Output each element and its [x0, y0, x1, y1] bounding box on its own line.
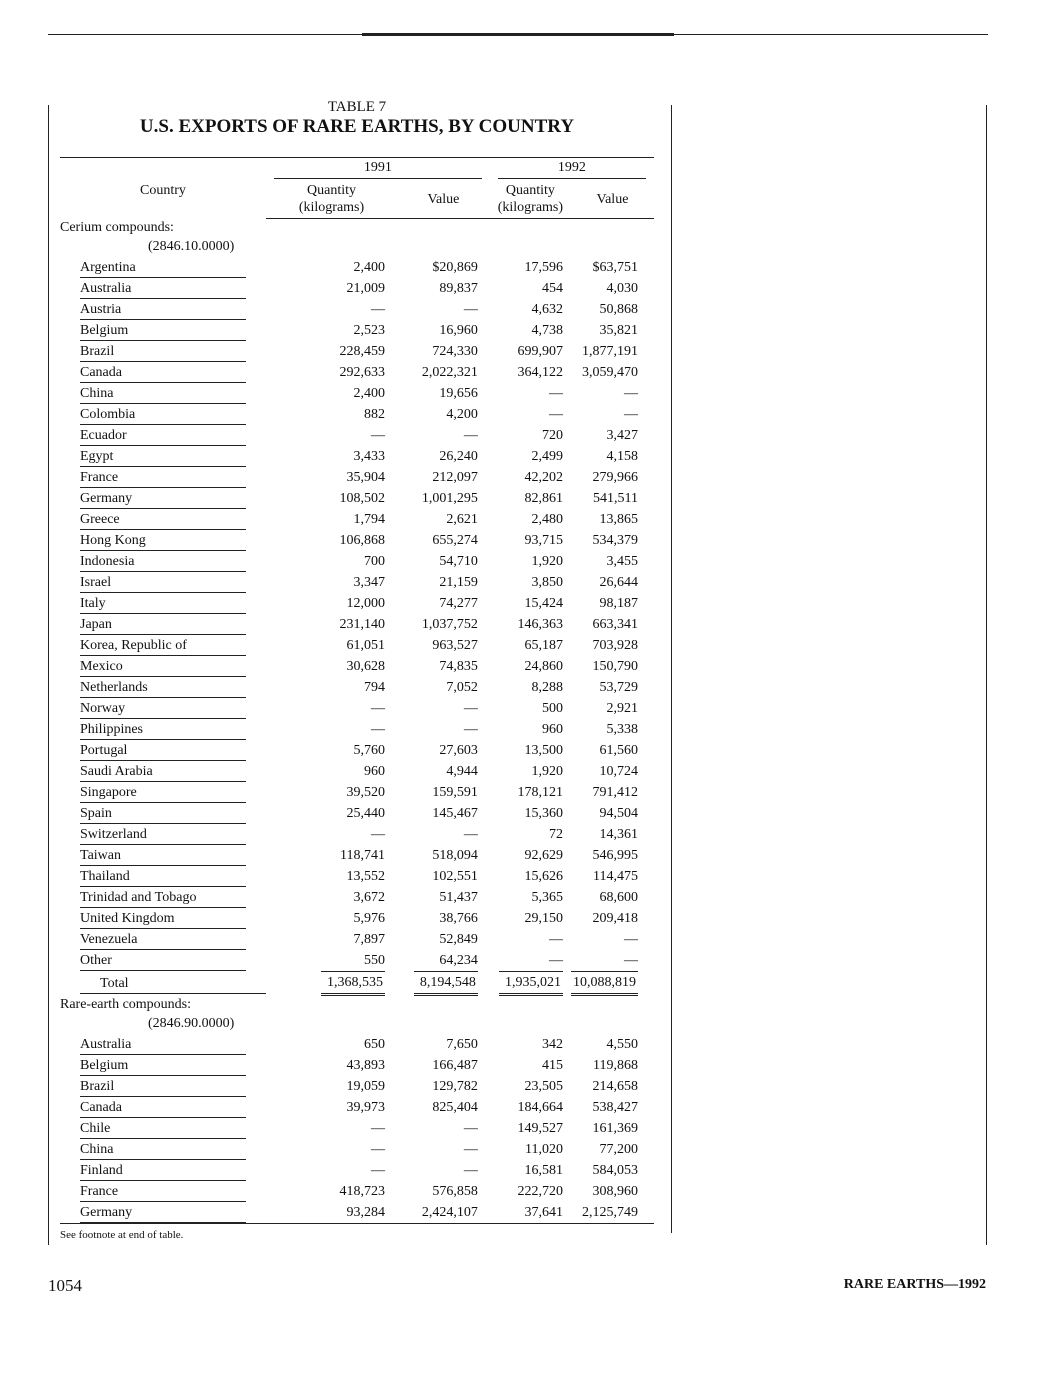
cerium-section: [60, 219, 654, 972]
quantity-1991-cell: —: [371, 1142, 386, 1157]
value-1991-cell: 963,527: [432, 638, 478, 653]
value-1991-cell: 159,591: [432, 785, 478, 800]
country-cell: Hong Kong: [60, 530, 266, 551]
value-1991-cell: 2,621: [446, 512, 478, 527]
quantity-1991-cell: 2,400: [353, 386, 386, 401]
quantity-1991-cell: 2,400: [353, 260, 386, 275]
quantity-1991-cell: 418,723: [339, 1184, 386, 1199]
value-1992-cell: 14,361: [599, 827, 638, 842]
total-quantity-1992: 1,935,021: [490, 971, 571, 996]
table-row: [60, 761, 654, 782]
table-row: [60, 1034, 654, 1055]
section-code-cerium: (2846.10.0000): [148, 239, 235, 254]
table-row: [60, 299, 654, 320]
quantity-1991-cell: —: [371, 827, 386, 842]
country-cell: Egypt: [60, 446, 266, 467]
value-1991-cell: 64,234: [439, 953, 478, 968]
value-1992-cell: 4,030: [606, 281, 638, 296]
table-row: [60, 1118, 654, 1139]
cerium-total: [60, 971, 654, 996]
quantity-1992-cell: 15,424: [524, 596, 563, 611]
value-1992-cell: 161,369: [592, 1121, 638, 1136]
table-row: [60, 824, 654, 845]
table-row: [60, 950, 654, 971]
quantity-1991-cell: 700: [364, 554, 386, 569]
value-1992-cell: —: [624, 386, 638, 401]
country-cell: Spain: [60, 803, 266, 824]
quantity-1991-cell: 3,433: [353, 449, 386, 464]
table-row: [60, 1202, 654, 1224]
table-row: [60, 572, 654, 593]
country-cell: Germany: [60, 488, 266, 509]
quantity-1991-cell: 7,897: [353, 932, 386, 947]
quantity-1991-cell: 13,552: [346, 869, 386, 884]
page-number: 1054: [48, 1276, 82, 1295]
quantity-1992-cell: 42,202: [524, 470, 563, 485]
header-quantity-1992: Quantity (kilograms): [490, 180, 571, 219]
value-1991-cell: 166,487: [432, 1058, 478, 1073]
value-1992-cell: 26,644: [599, 575, 638, 590]
country-cell: Philippines: [60, 719, 266, 740]
country-cell: Indonesia: [60, 551, 266, 572]
running-head: RARE EARTHS—1992: [843, 1277, 986, 1292]
value-1991-cell: 74,277: [439, 596, 478, 611]
value-1991-cell: —: [463, 302, 478, 317]
table-row: [60, 446, 654, 467]
country-cell: Netherlands: [60, 677, 266, 698]
quantity-1992-cell: 699,907: [517, 344, 563, 359]
country-cell: Argentina: [60, 257, 266, 278]
table-row: [60, 719, 654, 740]
quantity-1992-cell: 415: [541, 1058, 563, 1073]
table-number: TABLE 7: [327, 99, 387, 115]
country-cell: Switzerland: [60, 824, 266, 845]
value-1991-cell: 4,944: [446, 764, 478, 779]
country-cell: Chile: [60, 1118, 266, 1139]
quantity-1991-cell: 93,284: [266, 1202, 397, 1224]
table-row: [60, 635, 654, 656]
value-1991-cell: —: [463, 701, 478, 716]
value-1992-cell: 3,455: [606, 554, 638, 569]
value-1991-cell: 1,037,752: [421, 617, 478, 632]
country-cell: Japan: [60, 614, 266, 635]
country-cell: Greece: [60, 509, 266, 530]
value-1991-cell: 576,858: [432, 1184, 478, 1199]
quantity-1992-cell: 8,288: [531, 680, 563, 695]
quantity-1991-cell: 106,868: [339, 533, 386, 548]
value-1991-cell: 518,094: [432, 848, 478, 863]
total-row: [60, 971, 654, 996]
quantity-1991-cell: 292,633: [339, 365, 386, 380]
country-cell: Belgium: [60, 1055, 266, 1076]
footnote: See footnote at end of table.: [60, 1229, 184, 1241]
country-cell: Singapore: [60, 782, 266, 803]
country-cell: Brazil: [60, 341, 266, 362]
value-1992-cell: 77,200: [599, 1142, 638, 1157]
country-cell: Colombia: [60, 404, 266, 425]
quantity-1992-cell: 1,920: [531, 554, 563, 569]
table-row: [60, 1181, 654, 1202]
header-value-1992: Value: [571, 180, 654, 219]
table-row: [60, 1055, 654, 1076]
value-1992-cell: 35,821: [599, 323, 638, 338]
value-1991-cell: 129,782: [432, 1079, 478, 1094]
value-1991-cell: 38,766: [439, 911, 478, 926]
value-1992-cell: 4,158: [606, 449, 638, 464]
value-1992-cell: 98,187: [599, 596, 638, 611]
quantity-1991-cell: —: [371, 428, 386, 443]
exports-table: [60, 157, 654, 1224]
quantity-1992-cell: 2,480: [531, 512, 563, 527]
table-row: [60, 509, 654, 530]
value-1992-cell: 5,338: [606, 722, 638, 737]
quantity-1992-cell: —: [548, 386, 563, 401]
table-row: [60, 362, 654, 383]
quantity-1992-cell: 720: [541, 428, 563, 443]
country-cell: France: [60, 467, 266, 488]
value-1992-cell: 2,125,749: [571, 1202, 654, 1224]
table-row: [60, 425, 654, 446]
value-1992-cell: 538,427: [592, 1100, 638, 1115]
value-1992-cell: 214,658: [592, 1079, 638, 1094]
quantity-1991-cell: 35,904: [346, 470, 386, 485]
value-1992-cell: 791,412: [592, 785, 638, 800]
country-cell: Venezuela: [60, 929, 266, 950]
quantity-1992-cell: 342: [541, 1037, 563, 1052]
value-1992-cell: 3,059,470: [582, 365, 638, 380]
value-1992-cell: 150,790: [592, 659, 638, 674]
value-1991-cell: —: [463, 1121, 478, 1136]
table-row: [60, 1139, 654, 1160]
value-1992-cell: 114,475: [593, 869, 638, 884]
value-1992-cell: 541,511: [593, 491, 638, 506]
value-1992-cell: —: [624, 953, 638, 968]
quantity-1991-cell: 43,893: [346, 1058, 386, 1073]
value-1991-cell: 16,960: [439, 323, 478, 338]
quantity-1992-cell: 222,720: [517, 1184, 563, 1199]
table-row: [60, 803, 654, 824]
quantity-1991-cell: 794: [364, 680, 386, 695]
table-row: [60, 614, 654, 635]
left-margin-line: [48, 105, 49, 1245]
country-cell: Italy: [60, 593, 266, 614]
quantity-1992-cell: 2,499: [531, 449, 563, 464]
quantity-1991-cell: 19,059: [346, 1079, 386, 1094]
quantity-1992-cell: 184,664: [517, 1100, 563, 1115]
table-row: [60, 929, 654, 950]
value-1992-cell: 209,418: [592, 911, 638, 926]
header-year-1992: 1992: [490, 158, 654, 181]
header-value-1991: Value: [397, 180, 490, 219]
total-value-1991: 8,194,548: [397, 971, 490, 996]
country-cell: China: [60, 1139, 266, 1160]
quantity-1992-cell: 3,850: [531, 575, 563, 590]
header-quantity-1991: Quantity (kilograms): [266, 180, 397, 219]
quantity-1991-cell: 960: [364, 764, 386, 779]
table-row: [60, 551, 654, 572]
value-1992-cell: 4,550: [606, 1037, 638, 1052]
quantity-1991-cell: 12,000: [346, 596, 386, 611]
value-1992-cell: 94,504: [599, 806, 638, 821]
value-1991-cell: 212,097: [432, 470, 478, 485]
quantity-1991-cell: 39,520: [346, 785, 386, 800]
value-1991-cell: 825,404: [432, 1100, 478, 1115]
country-cell: France: [60, 1181, 266, 1202]
country-cell: Portugal: [60, 740, 266, 761]
value-1992-cell: 13,865: [599, 512, 638, 527]
country-cell: Ecuador: [60, 425, 266, 446]
country-cell: Germany: [60, 1202, 266, 1224]
quantity-1991-cell: 2,523: [353, 323, 386, 338]
table-row: [60, 698, 654, 719]
quantity-1992-cell: 24,860: [524, 659, 563, 674]
value-1991-cell: —: [463, 428, 478, 443]
table-row: [60, 530, 654, 551]
section-code-rare-earth: (2846.90.0000): [148, 1016, 235, 1031]
section-heading-cerium: Cerium compounds:: [60, 220, 174, 235]
quantity-1991-cell: 21,009: [346, 281, 386, 296]
quantity-1992-cell: 82,861: [524, 491, 563, 506]
table-row: [60, 677, 654, 698]
value-1991-cell: 21,159: [439, 575, 478, 590]
header-year-1991: 1991: [266, 158, 490, 181]
country-cell: Canada: [60, 1097, 266, 1118]
column-divider-line: [671, 105, 672, 1233]
table-row: [60, 278, 654, 299]
country-cell: Finland: [60, 1160, 266, 1181]
country-cell: Thailand: [60, 866, 266, 887]
quantity-1992-cell: 23,505: [524, 1079, 563, 1094]
quantity-1992-cell: 15,626: [524, 869, 563, 884]
quantity-1992-cell: 1,920: [531, 764, 563, 779]
table-row: [60, 257, 654, 278]
table-title: U.S. EXPORTS OF RARE EARTHS, BY COUNTRY: [139, 116, 575, 137]
right-margin-line: [986, 105, 987, 1245]
quantity-1991-cell: 1,794: [353, 512, 386, 527]
total-value-1992: 10,088,819: [571, 971, 654, 996]
value-1992-cell: 10,724: [599, 764, 638, 779]
value-1991-cell: 52,849: [439, 932, 478, 947]
rare-earth-section: [60, 996, 654, 1224]
value-1992-cell: 534,379: [592, 533, 638, 548]
quantity-1992-cell: 178,121: [517, 785, 563, 800]
quantity-1992-cell: 15,360: [524, 806, 563, 821]
table-row: [60, 1076, 654, 1097]
country-cell: Other: [60, 950, 266, 971]
value-1991-cell: 4,200: [446, 407, 478, 422]
quantity-1992-cell: 16,581: [524, 1163, 563, 1178]
value-1992-cell: 703,928: [592, 638, 638, 653]
value-1992-cell: —: [624, 932, 638, 947]
table-row: [60, 488, 654, 509]
country-cell: China: [60, 383, 266, 404]
value-1991-cell: 655,274: [432, 533, 478, 548]
value-1991-cell: 54,710: [439, 554, 478, 569]
value-1991-cell: 2,424,107: [397, 1202, 490, 1224]
value-1992-cell: 53,729: [599, 680, 638, 695]
quantity-1991-cell: 5,976: [353, 911, 386, 926]
value-1991-cell: 1,001,295: [421, 491, 478, 506]
country-cell: Australia: [60, 278, 266, 299]
value-1991-cell: —: [463, 722, 478, 737]
quantity-1991-cell: —: [371, 1121, 386, 1136]
quantity-1992-cell: 454: [541, 281, 563, 296]
total-label: Total: [60, 971, 266, 996]
quantity-1992-cell: 17,596: [524, 260, 563, 275]
value-1991-cell: 27,603: [439, 743, 478, 758]
value-1991-cell: 102,551: [432, 869, 478, 884]
quantity-1992-cell: 146,363: [517, 617, 563, 632]
country-cell: Mexico: [60, 656, 266, 677]
country-cell: Belgium: [60, 320, 266, 341]
value-1991-cell: —: [463, 827, 478, 842]
quantity-1992-cell: 65,187: [524, 638, 563, 653]
top-rule-accent: [362, 33, 674, 36]
quantity-1992-cell: —: [548, 407, 563, 422]
value-1991-cell: 7,650: [446, 1037, 478, 1052]
value-1992-cell: 308,960: [592, 1184, 638, 1199]
value-1992-cell: 50,868: [599, 302, 638, 317]
quantity-1991-cell: —: [371, 1163, 386, 1178]
country-cell: Israel: [60, 572, 266, 593]
value-1992-cell: 279,966: [592, 470, 638, 485]
country-cell: Australia: [60, 1034, 266, 1055]
country-cell: Korea, Republic of: [60, 635, 266, 656]
quantity-1991-cell: 61,051: [346, 638, 386, 653]
value-1992-cell: 584,053: [592, 1163, 638, 1178]
country-cell: Brazil: [60, 1076, 266, 1097]
value-1992-cell: 2,921: [606, 701, 638, 716]
country-cell: Austria: [60, 299, 266, 320]
value-1992-cell: $63,751: [592, 260, 638, 275]
quantity-1992-cell: 11,020: [524, 1142, 563, 1157]
quantity-1991-cell: —: [371, 722, 386, 737]
quantity-1991-cell: 882: [364, 407, 386, 422]
table-row: [60, 782, 654, 803]
quantity-1991-cell: 25,440: [346, 806, 386, 821]
value-1991-cell: 89,837: [439, 281, 478, 296]
quantity-1991-cell: 231,140: [339, 617, 386, 632]
table-row: [60, 1160, 654, 1181]
value-1991-cell: 74,835: [439, 659, 478, 674]
country-cell: Saudi Arabia: [60, 761, 266, 782]
value-1992-cell: 546,995: [592, 848, 638, 863]
quantity-1992-cell: 5,365: [531, 890, 563, 905]
value-1992-cell: 3,427: [606, 428, 638, 443]
value-1991-cell: —: [463, 1142, 478, 1157]
header-country: Country: [140, 183, 186, 199]
country-cell: United Kingdom: [60, 908, 266, 929]
table-row: [60, 740, 654, 761]
quantity-1991-cell: 108,502: [339, 491, 386, 506]
quantity-1991-cell: —: [371, 701, 386, 716]
value-1992-cell: —: [624, 407, 638, 422]
value-1991-cell: 51,437: [439, 890, 478, 905]
section-heading-rare-earth: Rare-earth compounds:: [60, 997, 192, 1012]
value-1991-cell: 724,330: [432, 344, 478, 359]
table-row: [60, 383, 654, 404]
value-1991-cell: 7,052: [446, 680, 478, 695]
country-cell: Norway: [60, 698, 266, 719]
table-row: [60, 467, 654, 488]
quantity-1991-cell: 3,672: [353, 890, 386, 905]
country-cell: Canada: [60, 362, 266, 383]
value-1991-cell: $20,869: [432, 260, 478, 275]
quantity-1992-cell: —: [548, 932, 563, 947]
quantity-1991-cell: 39,973: [346, 1100, 386, 1115]
quantity-1992-cell: 29,150: [524, 911, 563, 926]
quantity-1992-cell: —: [548, 953, 563, 968]
value-1992-cell: 663,341: [592, 617, 638, 632]
table-row: [60, 656, 654, 677]
quantity-1991-cell: 228,459: [339, 344, 386, 359]
value-1992-cell: 119,868: [593, 1058, 638, 1073]
value-1992-cell: 68,600: [599, 890, 638, 905]
quantity-1991-cell: 550: [364, 953, 386, 968]
quantity-1992-cell: 960: [541, 722, 563, 737]
quantity-1992-cell: 149,527: [517, 1121, 563, 1136]
quantity-1991-cell: 650: [364, 1037, 386, 1052]
quantity-1991-cell: 3,347: [353, 575, 386, 590]
table-row: [60, 866, 654, 887]
table-row: [60, 908, 654, 929]
value-1992-cell: 1,877,191: [582, 344, 638, 359]
table-row: [60, 1097, 654, 1118]
table-row: [60, 404, 654, 425]
quantity-1992-cell: 364,122: [517, 365, 563, 380]
quantity-1992-cell: 93,715: [524, 533, 563, 548]
table-row: [60, 320, 654, 341]
country-cell: Taiwan: [60, 845, 266, 866]
quantity-1992-cell: 72: [548, 827, 563, 842]
quantity-1992-cell: 92,629: [524, 848, 563, 863]
table-row: [60, 593, 654, 614]
quantity-1991-cell: 118,741: [340, 848, 386, 863]
table-row: [60, 887, 654, 908]
value-1991-cell: 145,467: [432, 806, 478, 821]
quantity-1991-cell: 30,628: [346, 659, 386, 674]
value-1991-cell: 19,656: [439, 386, 478, 401]
value-1991-cell: 2,022,321: [421, 365, 478, 380]
value-1992-cell: 61,560: [599, 743, 638, 758]
country-cell: Trinidad and Tobago: [60, 887, 266, 908]
value-1991-cell: 26,240: [439, 449, 478, 464]
value-1991-cell: —: [463, 1163, 478, 1178]
quantity-1992-cell: 4,738: [531, 323, 563, 338]
quantity-1992-cell: 13,500: [524, 743, 563, 758]
quantity-1992-cell: 4,632: [531, 302, 563, 317]
total-quantity-1991: 1,368,535: [266, 971, 397, 996]
quantity-1991-cell: 5,760: [353, 743, 386, 758]
quantity-1992-cell: 37,641: [490, 1202, 571, 1224]
quantity-1991-cell: —: [371, 302, 386, 317]
table-row: [60, 845, 654, 866]
table-row: [60, 341, 654, 362]
quantity-1992-cell: 500: [541, 701, 563, 716]
